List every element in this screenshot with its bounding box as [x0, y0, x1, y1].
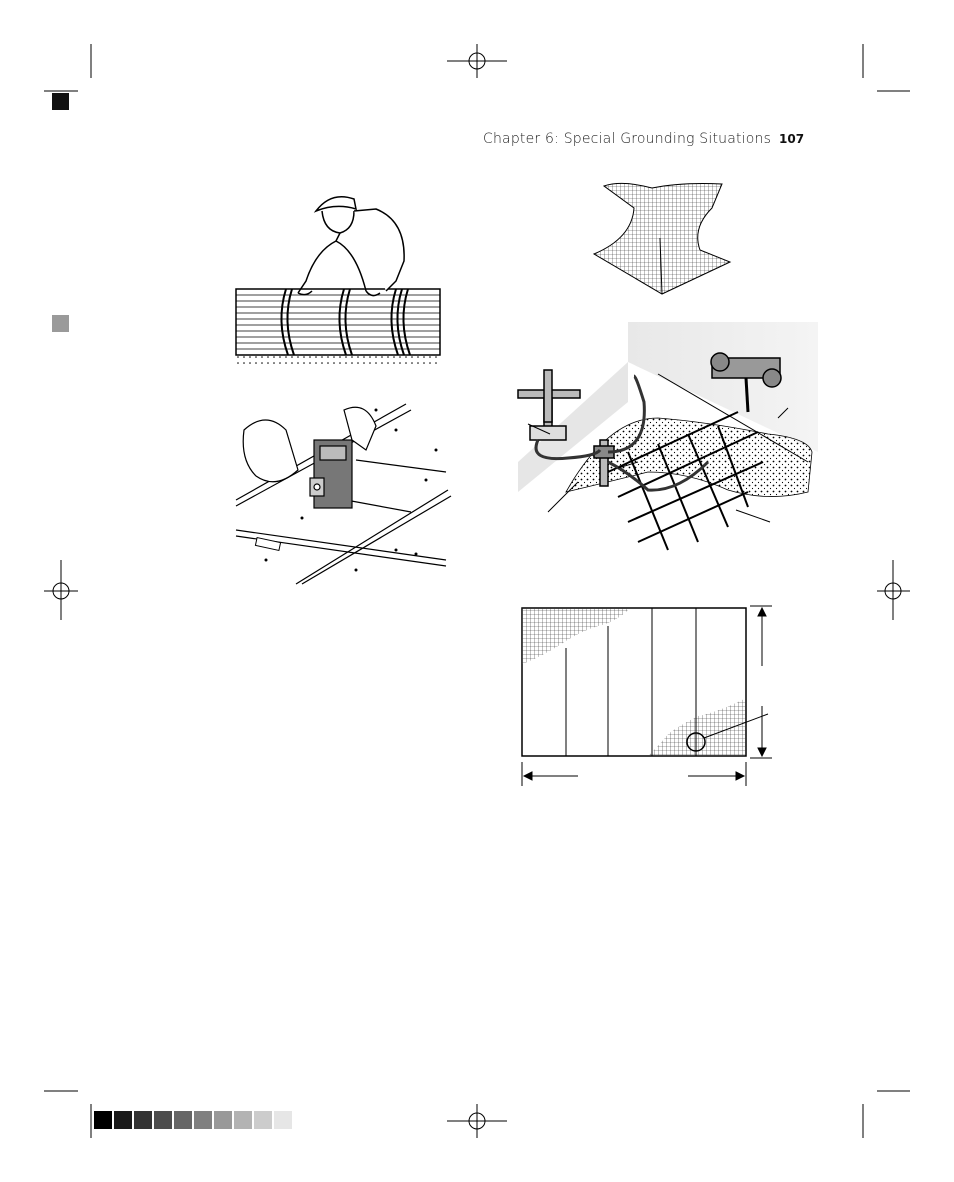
page-number: 107 [779, 132, 805, 146]
color-swatch [154, 1111, 172, 1129]
color-swatch [94, 1111, 112, 1129]
color-swatch [214, 1111, 232, 1129]
mesh-wedge [592, 178, 732, 298]
color-swatch [114, 1111, 132, 1129]
color-swatch [274, 1111, 292, 1129]
color-swatch [234, 1111, 252, 1129]
page-tab-gray [52, 315, 69, 332]
ground-rod-mesh-assembly [508, 322, 818, 552]
color-swatch [134, 1111, 152, 1129]
color-swatch [174, 1111, 192, 1129]
color-swatch [254, 1111, 272, 1129]
color-swatch [194, 1111, 212, 1129]
ground-grid-connector [236, 400, 451, 585]
worker-wrapping-pipe [236, 181, 446, 366]
mesh-panel-dimensions [518, 602, 778, 792]
page-tab-dark [52, 93, 69, 110]
running-header-title: Chapter 6: Special Grounding Situations [483, 131, 772, 147]
